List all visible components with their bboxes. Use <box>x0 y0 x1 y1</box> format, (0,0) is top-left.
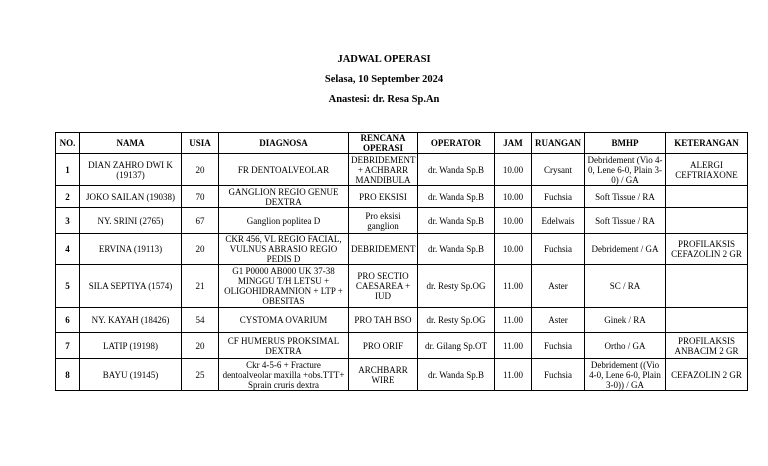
cell-operator: dr. Resty Sp.OG <box>418 308 495 333</box>
cell-keterangan <box>666 308 748 333</box>
table-row <box>56 265 748 308</box>
table-row <box>56 359 748 391</box>
cell-diagnosa: Ckr 4-5-6 + Fracture dentoalveolar maxilla +obs.TTT+ Sprain cruris dextra <box>219 359 349 391</box>
cell-nama: JOKO SAILAN (19038) <box>80 186 182 208</box>
col-header-keterangan: KETERANGAN <box>666 133 748 154</box>
cell-ruangan: Fuchsia <box>532 186 585 208</box>
col-header-diagnosa: DIAGNOSA <box>219 133 349 154</box>
col-header-bmhp: BMHP <box>585 133 666 154</box>
cell-ruangan: Fuchsia <box>532 333 585 359</box>
anesthesiologist: Anastesi: dr. Resa Sp.An <box>328 94 440 105</box>
cell-no: 6 <box>56 308 80 333</box>
col-header-operator: OPERATOR <box>418 133 495 154</box>
cell-no: 8 <box>56 359 80 391</box>
cell-jam: 11.00 <box>495 265 532 308</box>
cell-nama: SILA SEPTIYA (1574) <box>80 265 182 308</box>
cell-nama: NY. KAYAH (18426) <box>80 308 182 333</box>
cell-usia: 20 <box>182 154 219 186</box>
cell-diagnosa: G1 P0000 AB000 UK 37-38 MINGGU T/H LETSU + OLIGOHIDRAMNION + LTP + OBESITAS <box>219 265 349 308</box>
cell-nama: ERVINA (19113) <box>80 234 182 265</box>
cell-keterangan: ALERGI CEFTRIAXONE <box>666 154 748 186</box>
cell-bmhp: Ortho / GA <box>585 333 666 359</box>
cell-keterangan: CEFAZOLIN 2 GR <box>666 359 748 391</box>
cell-bmhp: Debridement (Vio 4-0, Lene 6-0, Plain 3-0) / GA <box>585 154 666 186</box>
schedule-date: Selasa, 10 September 2024 <box>324 74 444 85</box>
cell-nama: DIAN ZAHRO DWI K (19137) <box>80 154 182 186</box>
cell-operator: dr. Resty Sp.OG <box>418 265 495 308</box>
cell-usia: 67 <box>182 208 219 234</box>
cell-operator: dr. Gilang Sp.OT <box>418 333 495 359</box>
table-row <box>56 333 748 359</box>
cell-no: 2 <box>56 186 80 208</box>
cell-bmhp: Debridement ((Vio 4-0, Lene 6-0, Plain 3-0)) / GA <box>585 359 666 391</box>
table-row <box>56 186 748 208</box>
cell-rencana: PRO TAH BSO <box>349 308 418 333</box>
cell-no: 7 <box>56 333 80 359</box>
cell-no: 1 <box>56 154 80 186</box>
cell-usia: 54 <box>182 308 219 333</box>
cell-rencana: DEBRIDEMENT <box>349 234 418 265</box>
cell-rencana: PRO EKSISI <box>349 186 418 208</box>
cell-jam: 10.00 <box>495 234 532 265</box>
cell-keterangan <box>666 186 748 208</box>
cell-bmhp: SC / RA <box>585 265 666 308</box>
col-header-jam: JAM <box>495 133 532 154</box>
cell-bmhp: Soft Tissue / RA <box>585 208 666 234</box>
cell-usia: 21 <box>182 265 219 308</box>
cell-no: 3 <box>56 208 80 234</box>
col-header-nama: NAMA <box>80 133 182 154</box>
col-header-ruangan: RUANGAN <box>532 133 585 154</box>
cell-jam: 11.00 <box>495 308 532 333</box>
cell-bmhp: Soft Tissue / RA <box>585 186 666 208</box>
cell-keterangan: PROFILAKSIS CEFAZOLIN 2 GR <box>666 234 748 265</box>
cell-bmhp: Ginek / RA <box>585 308 666 333</box>
col-header-rencana: RENCANA OPERASI <box>349 133 418 154</box>
cell-jam: 10.00 <box>495 154 532 186</box>
cell-operator: dr. Wanda Sp.B <box>418 208 495 234</box>
cell-rencana: Pro eksisi ganglion <box>349 208 418 234</box>
cell-diagnosa: GANGLION REGIO GENUE DEXTRA <box>219 186 349 208</box>
cell-diagnosa: CYSTOMA OVARIUM <box>219 308 349 333</box>
cell-ruangan: Edelwais <box>532 208 585 234</box>
cell-operator: dr. Wanda Sp.B <box>418 154 495 186</box>
cell-rencana: ARCHBARR WIRE <box>349 359 418 391</box>
table-row <box>56 308 748 333</box>
page-title: JADWAL OPERASI <box>337 54 431 65</box>
cell-diagnosa: Ganglion poplitea D <box>219 208 349 234</box>
cell-usia: 20 <box>182 234 219 265</box>
cell-keterangan <box>666 265 748 308</box>
cell-no: 4 <box>56 234 80 265</box>
cell-no: 5 <box>56 265 80 308</box>
table-row <box>56 234 748 265</box>
cell-ruangan: Fuchsia <box>532 234 585 265</box>
cell-diagnosa: FR DENTOALVEOLAR <box>219 154 349 186</box>
cell-keterangan: PROFILAKSIS ANBACIM 2 GR <box>666 333 748 359</box>
cell-ruangan: Aster <box>532 308 585 333</box>
cell-ruangan: Fuchsia <box>532 359 585 391</box>
cell-jam: 11.00 <box>495 359 532 391</box>
cell-ruangan: Aster <box>532 265 585 308</box>
cell-operator: dr. Wanda Sp.B <box>418 186 495 208</box>
cell-usia: 70 <box>182 186 219 208</box>
cell-rencana: PRO ORIF <box>349 333 418 359</box>
col-header-usia: USIA <box>182 133 219 154</box>
table-header-row <box>56 133 748 154</box>
cell-nama: BAYU (19145) <box>80 359 182 391</box>
cell-diagnosa: CF HUMERUS PROKSIMAL DEXTRA <box>219 333 349 359</box>
cell-usia: 20 <box>182 333 219 359</box>
cell-rencana: DEBRIDEMENT + ACHBARR MANDIBULA <box>349 154 418 186</box>
cell-operator: dr. Wanda Sp.B <box>418 234 495 265</box>
col-header-no: NO. <box>56 133 80 154</box>
cell-rencana: PRO SECTIO CAESAREA + IUD <box>349 265 418 308</box>
cell-diagnosa: CKR 456, VL REGIO FACIAL, VULNUS ABRASIO REGIO PEDIS D <box>219 234 349 265</box>
table-row <box>56 154 748 186</box>
cell-jam: 10.00 <box>495 208 532 234</box>
cell-keterangan <box>666 208 748 234</box>
cell-nama: LATIP (19198) <box>80 333 182 359</box>
cell-jam: 11.00 <box>495 333 532 359</box>
cell-usia: 25 <box>182 359 219 391</box>
cell-jam: 10.00 <box>495 186 532 208</box>
table-row <box>56 208 748 234</box>
cell-nama: NY. SRINI (2765) <box>80 208 182 234</box>
cell-bmhp: Debridement / GA <box>585 234 666 265</box>
surgery-schedule-table <box>55 132 748 391</box>
cell-ruangan: Crysant <box>532 154 585 186</box>
cell-operator: dr. Wanda Sp.B <box>418 359 495 391</box>
